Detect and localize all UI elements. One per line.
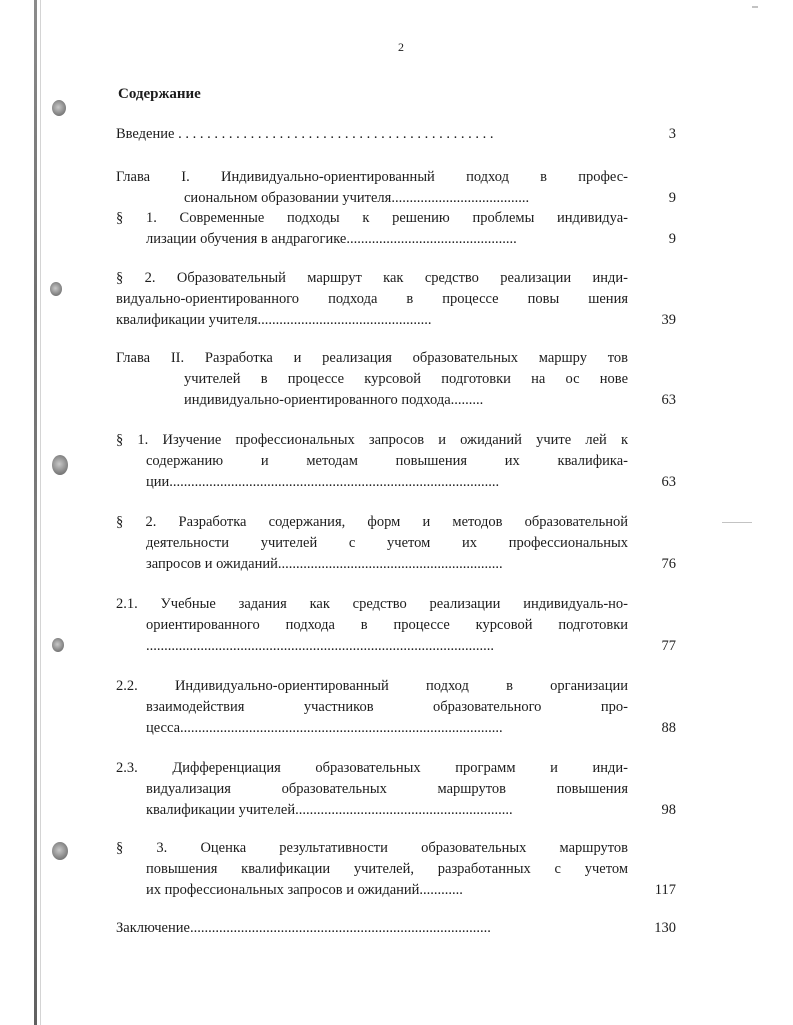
toc-entry-text: повышения квалификации учителей, разработанных с учетом — [146, 861, 628, 877]
toc-entry-text: сиональном образовании учителя...................................... — [184, 190, 530, 206]
toc-entry-text: § 1. Изучение профессиональных запросов и ожиданий учите лей к — [116, 432, 628, 448]
toc-entry-text: ................................................................................................ — [146, 638, 494, 654]
toc-entry-page: 63 — [661, 392, 676, 408]
toc-entry-text: учителей в процессе курсовой подготовки на ос нове — [184, 371, 628, 387]
toc-entry-text: Заключение................................................................................... — [116, 920, 491, 936]
scan-border — [34, 0, 37, 1025]
toc-entry-page: 76 — [661, 556, 676, 572]
toc-entry-text: лизации обучения в андрагогике............................................... — [146, 231, 517, 247]
toc-entry-text: Глава I. Индивидуально-ориентированный подход в профес- — [116, 169, 628, 185]
toc-entry-subsection-2-1[interactable] — [116, 594, 676, 657]
punch-hole-mark — [52, 455, 68, 475]
toc-entry-text: их профессиональных запросов и ожиданий............ — [146, 882, 463, 898]
toc-entry-introduction[interactable] — [116, 124, 676, 145]
punch-hole-mark — [50, 282, 62, 296]
toc-entry-text: видуально-ориентированного подхода в процессе повы шения — [116, 291, 628, 307]
toc-entry-text: § 2. Образовательный маршрут как средство реализации инди- — [116, 270, 628, 286]
toc-entry-page: 88 — [661, 720, 676, 736]
toc-entry-page: 77 — [661, 638, 676, 654]
toc-entry-chapter-2[interactable] — [116, 348, 676, 411]
toc-entry-page: 117 — [654, 882, 676, 898]
toc-entry-text: § 3. Оценка результативности образовательных маршрутов — [116, 840, 628, 856]
punch-hole-mark — [52, 100, 66, 116]
toc-entry-page: 9 — [668, 190, 676, 206]
toc-entry-page: 39 — [661, 312, 676, 328]
toc-entry-conclusion[interactable] — [116, 918, 676, 939]
toc-entry-text: Введение . . . . . . . . . . . . . . . . . . . . . . . . . . . . . . . . . . . . . . . . . . . . — [116, 126, 494, 142]
toc-entry-text: § 1. Современные подходы к решению проблемы индивидуа- — [116, 210, 628, 226]
toc-entry-text: цесса......................................................................................... — [146, 720, 503, 736]
punch-hole-mark — [52, 842, 68, 860]
toc-entry-chapter-1[interactable] — [116, 167, 676, 209]
page-number: 2 — [398, 40, 404, 54]
toc-entry-text: 2.1. Учебные задания как средство реализации индивидуаль-но- — [116, 596, 628, 612]
toc-entry-section-2-2[interactable] — [116, 512, 676, 575]
toc-entry-page: 9 — [668, 231, 676, 247]
scan-border-shadow — [40, 0, 41, 1025]
toc-entry-text: ции........................................................................................... — [146, 474, 500, 490]
toc-entry-text: Глава II. Разработка и реализация образовательных маршру тов — [116, 350, 628, 366]
toc-entry-page: 98 — [661, 802, 676, 818]
toc-entry-text: ориентированного подхода в процессе курсовой подготовки — [146, 617, 628, 633]
toc-entry-section-1-1[interactable] — [116, 208, 676, 250]
toc-entry-text: видуализация образовательных маршрутов повышения — [146, 781, 628, 797]
toc-entry-section-2-3[interactable] — [116, 838, 676, 901]
toc-entry-text: индивидуально-ориентированного подхода......... — [184, 392, 484, 408]
toc-entry-text: 2.2. Индивидуально-ориентированный подход в организации — [116, 678, 628, 694]
toc-entry-text: запросов и ожиданий.............................................................. — [146, 556, 503, 572]
toc-entry-text: деятельности учителей с учетом их профессиональных — [146, 535, 628, 551]
toc-entry-subsection-2-2[interactable] — [116, 676, 676, 739]
punch-hole-mark — [52, 638, 64, 652]
toc-entry-section-2-1[interactable] — [116, 430, 676, 493]
scan-speck — [752, 6, 758, 8]
toc-entry-page: 3 — [668, 126, 676, 142]
toc-entry-text: взаимодействия участников образовательного про- — [146, 699, 628, 715]
toc-entry-subsection-2-3[interactable] — [116, 758, 676, 821]
toc-entry-page: 63 — [661, 474, 676, 490]
toc-entry-text: содержанию и методам повышения их квалифика- — [146, 453, 628, 469]
toc-entry-text: 2.3. Дифференциация образовательных программ и инди- — [116, 760, 628, 776]
scan-speck — [722, 522, 752, 523]
toc-entry-section-1-2[interactable] — [116, 268, 676, 331]
toc-entry-text: квалификации учителя................................................ — [116, 312, 432, 328]
toc-entry-text: квалификации учителей............................................................ — [146, 802, 513, 818]
toc-heading: Содержание — [118, 86, 201, 102]
toc-entry-text: § 2. Разработка содержания, форм и методов образовательной — [116, 514, 628, 530]
toc-entry-page: 130 — [654, 920, 676, 936]
